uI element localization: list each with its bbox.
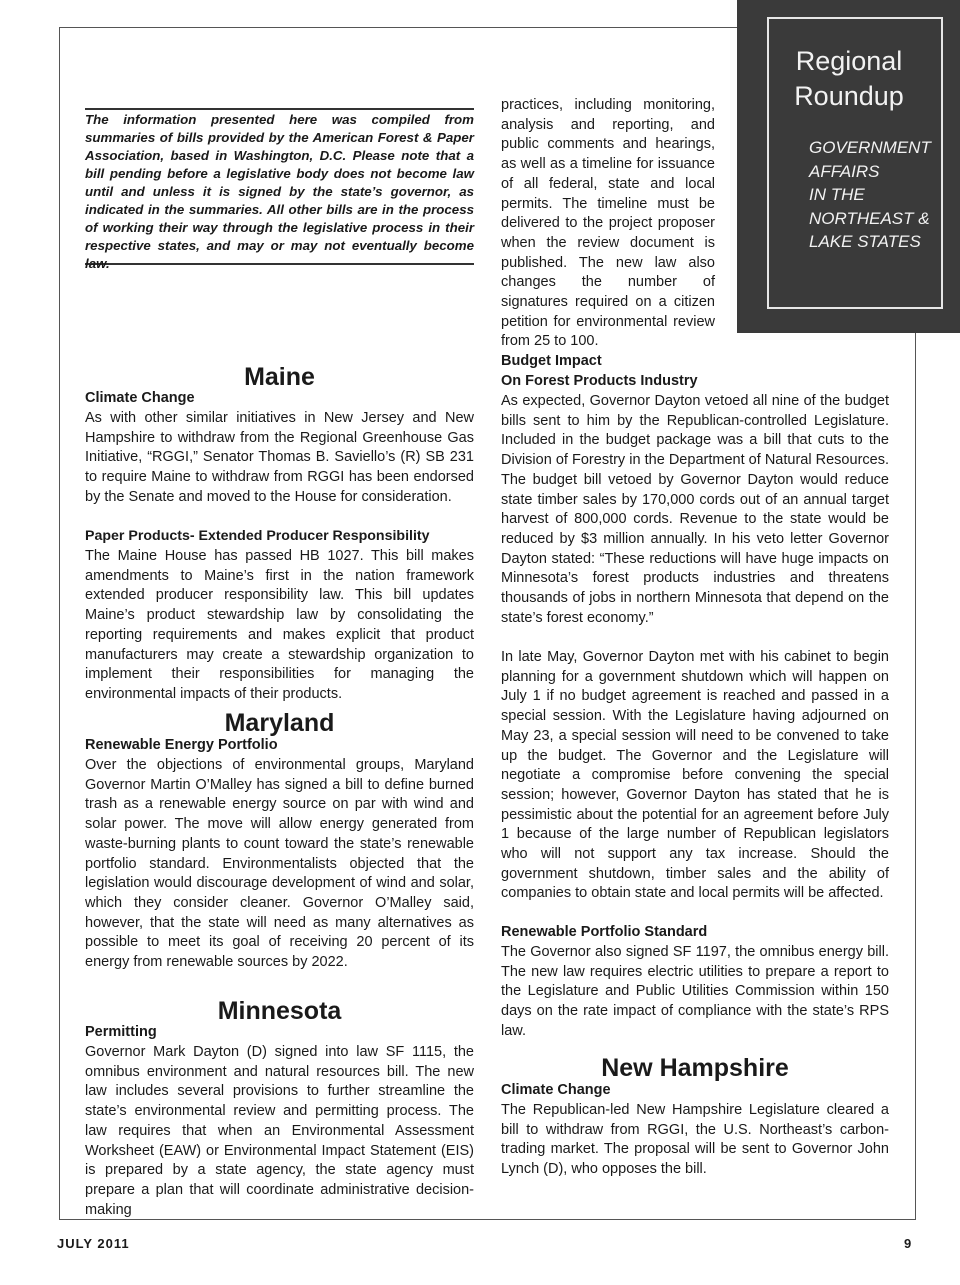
section-subtitle-line: LAKE STATES bbox=[809, 232, 921, 251]
minnesota-budget-body-2 bbox=[501, 648, 889, 904]
minnesota-budget-heading-line2: On Forest Products Industry bbox=[501, 372, 698, 389]
minnesota-permitting-continued-text: practices, including monitoring, analysis and reporting, and public comments and hearings, as well as a timeline for issuance of all federal, state and local permits. The timeline must be delivered to the project proposer when the review document is published. The new law also changes the number of signatures required on a citizen petition for environmental review from 25 to 100. bbox=[501, 97, 715, 350]
state-heading-new-hampshire: New Hampshire bbox=[601, 1054, 789, 1082]
maine-climate-text: As with other similar initiatives in New Jersey and New Hampshire to withdraw from the Regional Greenhouse Gas Initiative, “RGGI,” Senator Thomas B. Saviello’s (R) SB 231 to require Maine to withdraw from RGGI has been endorsed by the Senate and moved to the House for consideration. bbox=[85, 410, 474, 505]
state-heading-maryland: Maryland bbox=[224, 709, 335, 737]
minnesota-budget-text-2: In late May, Governor Dayton met with his cabinet to begin planning for a government shutdown which will happen on July 1 if no budget agreement is reached and passed in a special session. With the Legislature having adjourned on May 23, a special session will need to be convened to take up the budget. The Governor and the Legislature will negotiate a compromise before convening the special session; however, Governor Dayton has stated that he is pessimistic about the potential for an agreement before July 1 because of the large number of Republican legislators who will not support any tax increase. Should the government shutdown, timber sales and the ability of companies to obtain state and local permits will be affected. bbox=[501, 649, 889, 902]
maine-paper-heading: Paper Products- Extended Producer Responsibility bbox=[85, 528, 430, 544]
section-subtitle-line: NORTHEAST & bbox=[809, 208, 930, 228]
section-subtitle bbox=[809, 136, 949, 254]
minnesota-budget-text-1: As expected, Governor Dayton vetoed all nine of the budget bills sent to him by the Republican-controlled Legislature. Included in the budget package was a bill that cuts to the Division of Forestry in the Department of Natural Resources. The budget bill vetoed by Governor Dayton would reduce state timber sales by 170,000 cords out of an annual target harvest of 800,000 cords. Revenue to the state would be reduced by $3 million annually. In his veto letter Governor Dayton stated: “These reductions will have huge impacts on Minnesota’s forest products industries and threatens thousands of jobs in northern Minnesota that depend on the state’s forest economy.” bbox=[501, 393, 889, 626]
minnesota-permitting-continued bbox=[501, 96, 715, 352]
maryland-heading: Renewable Energy Portfolio bbox=[85, 737, 278, 753]
new-hampshire-text: The Republican-led New Hampshire Legislature cleared a bill to withdraw from RGGI, the U.S. Northeast’s carbon-trading market. The proposal will be sent to Governor John Lynch (D), who opposes the bill. bbox=[501, 1102, 889, 1178]
minnesota-permitting-body bbox=[85, 1043, 474, 1220]
minnesota-rps-body bbox=[501, 943, 889, 1042]
minnesota-permitting-text: Governor Mark Dayton (D) signed into law SF 1115, the omnibus environment and natural resources bill. The new law includes several provisions to further streamline the state’s environmental review and permitting process. The law requires that when an Environmental Assessment Worksheet (EAW) or Environmental Impact Statement (EIS) is prepared by a state agency, the state agency must prepare a plan that will coordinate administrative decision-making bbox=[85, 1044, 474, 1218]
state-heading-maine: Maine bbox=[244, 363, 315, 391]
maryland-body bbox=[85, 756, 474, 973]
page-number: 9 bbox=[904, 1236, 913, 1251]
intro-note bbox=[85, 108, 474, 271]
minnesota-permitting-heading: Permitting bbox=[85, 1024, 157, 1040]
section-title-line2: Roundup bbox=[794, 81, 904, 111]
state-heading-minnesota: Minnesota bbox=[217, 997, 342, 1025]
intro-note-text: The information presented here was compiled from summaries of bills provided by the American Forest & Paper Association, based in Washington, D.C. Please note that a bill pending before a legislative body does not become law until and unless it is signed by the state’s governor, as indicated in the summaries. All other bills are in the process of working their way through the legislative process in their respective states, and may or may not eventually become law. bbox=[85, 112, 474, 271]
footer-date: JULY 2011 bbox=[57, 1236, 130, 1251]
minnesota-rps-heading: Renewable Portfolio Standard bbox=[501, 924, 708, 940]
maryland-text: Over the objections of environmental groups, Maryland Governor Martin O’Malley has signed a bill to define burned trash as a renewable energy source on par with wind and solar power. The move will allow energy generated from waste-burning plants to count toward the state’s renewable portfolio standard. Environmentalists objected that the legislation would discourage development of wind and solar, which they consider cleaner. Governor O’Malley said, however, that the state will need as many alternatives as possible to meet its goal of receiving 20 percent of its energy from renewable sources by 2022. bbox=[85, 757, 474, 971]
maine-climate-body bbox=[85, 409, 474, 508]
minnesota-rps-text: The Governor also signed SF 1197, the omnibus energy bill. The new law requires electric utilities to prepare a report to the Legislature and Public Utilities Commission within 150 days on the rate impact of compliance with the state’s RPS law. bbox=[501, 944, 889, 1039]
section-title-line1: Regional bbox=[795, 46, 903, 76]
section-subtitle-line: AFFAIRS bbox=[809, 161, 880, 181]
section-subtitle-line: GOVERNMENT bbox=[809, 138, 931, 157]
section-subtitle-line: IN THE bbox=[809, 185, 865, 204]
new-hampshire-heading: Climate Change bbox=[501, 1082, 611, 1098]
maine-paper-body bbox=[85, 547, 474, 705]
maine-paper-text: The Maine House has passed HB 1027. This bill makes amendments to Maine’s first in the nation framework extended producer responsibility law. This bill updates Maine’s product stewardship law by consolidating the reporting requirements and makes explicit that product manufacturers may create a stewardship organization to implement their responsibilities for managing the environmental impacts of their products. bbox=[85, 548, 474, 702]
section-title bbox=[767, 44, 931, 114]
minnesota-budget-heading bbox=[501, 352, 698, 391]
minnesota-budget-body-1 bbox=[501, 392, 889, 628]
new-hampshire-body bbox=[501, 1101, 889, 1180]
minnesota-budget-heading-line1: Budget Impact bbox=[501, 353, 602, 369]
maine-climate-heading: Climate Change bbox=[85, 390, 195, 406]
